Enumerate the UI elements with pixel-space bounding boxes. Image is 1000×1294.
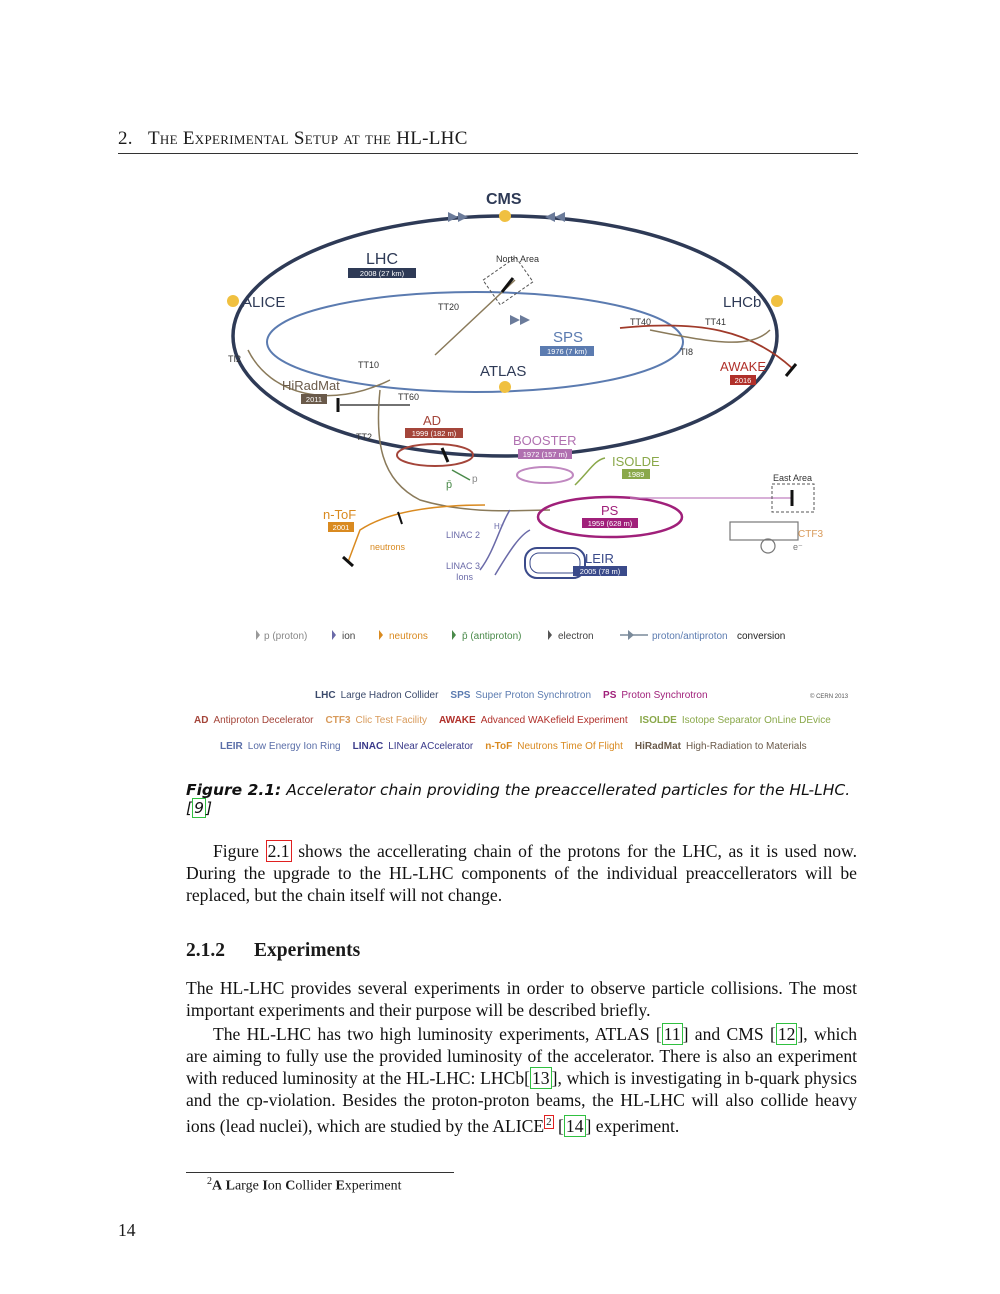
abbrev-full-0-0: Large Hadron Collider: [340, 690, 439, 701]
footnote-rule: [186, 1172, 454, 1173]
ntof-year: 2001: [332, 523, 350, 532]
particle-legend: [256, 630, 785, 642]
chapter-title: The Experimental Setup at the HL-LHC: [148, 128, 468, 149]
citation-atlas-link[interactable]: 11: [663, 1024, 681, 1044]
hiradmat-year: 2011: [305, 395, 323, 404]
para3-text-c: , which are aiming to fully use the provided luminosity of the accelerator. There is also an experiment with reduced luminosity at the HL-LHC: LHCb: [186, 1024, 857, 1088]
abbrev-full-2-1: LINear ACcelerator: [388, 741, 474, 752]
abbrev-full-0-1: Super Proton Synchrotron: [475, 690, 592, 701]
lhc-ring: [233, 216, 777, 456]
citation-lhcb-link[interactable]: 13: [532, 1068, 550, 1088]
awake-year: 2016: [734, 376, 752, 385]
chapter-number: 2.: [118, 128, 133, 149]
legend-antiproton-arrow: [452, 630, 456, 640]
abbrev-2-3: HiRadMat: [634, 741, 681, 752]
cms-arrow-1: [448, 212, 458, 222]
north-area-box: [483, 257, 533, 305]
leir-label: LEIR: [585, 551, 614, 566]
ntof-stop: [343, 557, 353, 566]
fn-a: A: [212, 1178, 223, 1194]
abbrev-2-0: LEIR: [220, 741, 243, 752]
figure-caption: Figure 2.1: Accelerator chain providing the preaccellerated particles for the HL-LHC. [ 9 ]: [186, 781, 851, 817]
legend-conversion-a: proton/antiproton: [652, 631, 728, 642]
legend-neutrons-arrow: [379, 630, 383, 640]
pbar-label: p̄: [446, 479, 453, 491]
para3-text-f: experiment.: [591, 1115, 680, 1136]
legend-conversion-b: conversion: [737, 631, 786, 642]
lhcb-point: [771, 295, 783, 307]
sps-year: 1976 (7 km): [546, 347, 588, 356]
page-number: 14: [118, 1220, 136, 1240]
atlas-point: [499, 381, 511, 393]
copyright: © CERN 2013: [810, 694, 849, 700]
running-header: [118, 128, 858, 150]
legend-antiproton: p̄ (antiproton): [462, 631, 522, 642]
booster-year: 1972 (157 m): [522, 450, 568, 459]
para3-text-a: The HL-LHC has two high luminosity experiments, ATLAS: [213, 1024, 656, 1044]
section-heading: [186, 940, 360, 962]
abbrev-full-1-0: Antiproton Decelerator: [213, 715, 314, 726]
leir-year: 2005 (78 m): [579, 567, 621, 576]
ad-year: 1999 (182 m): [411, 429, 457, 438]
linac2-label: LINAC 2: [446, 530, 481, 540]
isolde-line: [575, 458, 605, 485]
paragraph-figure-description: [186, 840, 857, 906]
section-number: 2.1.2: [186, 940, 225, 961]
ps-year: 1959 (628 m): [587, 519, 633, 528]
tt41-label: TT41: [705, 317, 727, 327]
cms-arrow-3: [555, 212, 565, 222]
footnote: [207, 1176, 402, 1195]
fn-arge: arge: [234, 1178, 263, 1194]
para1-text-b: shows the accellerating chain of the protons for the LHC, as it is used now. During the upgrade to the HL-LHC components of the individual preaccellerators will be replaced, but the chain itself will not change.: [186, 841, 857, 905]
ions-label: Ions: [456, 572, 474, 582]
caption-text: Accelerator chain providing the preaccellerated particles for the HL-LHC.: [286, 781, 851, 799]
fn-i: I: [262, 1178, 268, 1194]
ctf3-label: CTF3: [798, 529, 823, 540]
abbrev-full-2-0: Low Energy Ion Ring: [247, 741, 341, 752]
hminus-label: H⁻: [494, 522, 504, 531]
ti2-label: TI2: [228, 354, 242, 364]
legend-neutrons: neutrons: [389, 631, 428, 642]
abbrev-1-0: AD: [194, 715, 209, 726]
caption-citation-link[interactable]: 9: [194, 799, 204, 817]
citation-cms-link[interactable]: 12: [777, 1024, 796, 1044]
ps-label: PS: [601, 503, 619, 518]
para1-text-a: Figure: [213, 841, 266, 861]
tt10-label: TT10: [358, 360, 380, 370]
sps-label: SPS: [553, 329, 584, 346]
north-area-label: North Area: [496, 254, 540, 264]
para3-text-d: , which is investigating in b-quark physics and the cp-violation. Besides the proton-proton beams, the HL-LHC will also collide heavy ions (lead nuclei), which are studied by the ALICE: [186, 1068, 857, 1136]
abbreviation-legend: [194, 690, 831, 752]
section-title: Experiments: [254, 940, 361, 961]
cms-arrow-4: [545, 212, 555, 222]
para3-text-e: [554, 1116, 558, 1136]
ad-label: AD: [423, 413, 442, 428]
lhcb-label: LHCb: [723, 294, 762, 311]
linac3-label: LINAC 3: [446, 561, 481, 571]
booster-label: BOOSTER: [513, 433, 577, 448]
paragraph-experiments-intro: [186, 977, 857, 1021]
abbrev-1-3: ISOLDE: [639, 715, 677, 726]
alice-label: ALICE: [242, 294, 286, 311]
alice-point: [227, 295, 239, 307]
abbrev-0-0: LHC: [315, 690, 336, 701]
figure-ref-link[interactable]: 2.1: [267, 841, 290, 861]
footnote-ref-link[interactable]: 2: [546, 1116, 552, 1128]
header-rule: [118, 153, 858, 154]
east-area-label: East Area: [773, 473, 813, 483]
ntof-label: n-ToF: [323, 507, 357, 522]
abbrev-full-2-3: High-Radiation to Materials: [685, 741, 807, 752]
abbrev-full-1-3: Isotope Separator OnLine DEvice: [681, 715, 831, 726]
citation-alice-link[interactable]: 14: [565, 1115, 584, 1136]
tt60-label: TT60: [398, 392, 420, 402]
eminus-label: e⁻: [793, 542, 803, 552]
fn-xperiment: xperiment: [344, 1178, 402, 1194]
abbrev-full-0-2: Proton Synchrotron: [621, 690, 708, 701]
abbrev-2-2: n-ToF: [485, 741, 513, 752]
legend-conversion-arrow: [628, 630, 634, 640]
sps-ring: [267, 292, 683, 392]
ti8-label: TI8: [680, 347, 694, 357]
hiradmat-label: HiRadMat: [282, 378, 340, 393]
abbrev-full-2-2: Neutrons Time Of Flight: [517, 741, 623, 752]
legend-electron: electron: [558, 631, 594, 642]
atlas-label: ATLAS: [480, 363, 527, 380]
fn-ollider: ollider: [295, 1178, 336, 1194]
p-label: p: [472, 474, 478, 485]
cms-label: CMS: [486, 191, 522, 208]
ti8-line: [650, 330, 770, 342]
abbrev-full-1-1: Clic Test Facility: [355, 715, 428, 726]
booster-ring: [517, 467, 573, 483]
abbrev-0-2: PS: [603, 690, 617, 701]
tt20-label: TT20: [438, 302, 460, 312]
leir-ring-inner: [530, 553, 580, 573]
abbrev-0-1: SPS: [450, 690, 471, 701]
awake-stop: [786, 364, 796, 376]
tt40-label: TT40: [630, 317, 652, 327]
ctf3-circle: [761, 539, 775, 553]
abbrev-2-1: LINAC: [352, 741, 384, 752]
caption-label: Figure 2.1:: [186, 781, 282, 799]
cms-arrow-2: [458, 212, 468, 222]
abbrev-full-1-2: Advanced WAKefield Experiment: [480, 715, 628, 726]
fn-on: on: [267, 1178, 286, 1194]
legend-proton-arrow: [256, 630, 260, 640]
footnote-mark: 2: [207, 1176, 212, 1187]
abbrev-1-2: AWAKE: [439, 715, 476, 726]
north-area-stop: [502, 278, 513, 292]
abbrev-1-1: CTF3: [325, 715, 351, 726]
sps-arrow-2: [520, 315, 530, 325]
sps-arrow-1: [510, 315, 520, 325]
ctf3-box: [730, 522, 798, 540]
linac2-line: [480, 510, 510, 570]
lhc-year: 2008 (27 km): [359, 269, 405, 278]
isolde-year: 1989: [627, 470, 645, 479]
para3-text-b: and CMS: [688, 1024, 770, 1044]
paragraph-experiments-detail: The HL-LHC has two high luminosity experiments, ATLAS [ 11 ] and CMS [ 12 ], which are aiming to fully use the provided luminosity of the accelerator. There is also an experiment with reduced luminosity at the HL-LHC: LHCb[ 13 ], which is investigating in b-quark physics and the cp-violation. Besides the proton-proton beams, the HL-LHC will also collide heavy ions (lead nuclei), which are studied by the ALICE $^2$ [ 14 ] experiment.: [186, 1024, 857, 1136]
fn-c: C: [285, 1178, 296, 1194]
para2-text: The HL-LHC provides several experiments in order to observe particle collisions. The most important experiments and their purpose will be described briefly.: [186, 978, 857, 1020]
isolde-label: ISOLDE: [612, 454, 660, 469]
cms-point: [499, 210, 511, 222]
tt2-label: TT2: [356, 432, 373, 442]
legend-ion: ion: [342, 631, 356, 642]
neutrons-label: neutrons: [370, 542, 406, 552]
lhc-label: LHC: [366, 251, 399, 268]
legend-electron-arrow: [548, 630, 552, 640]
legend-ion-arrow: [332, 630, 336, 640]
fn-l: L: [225, 1178, 235, 1194]
pbar-line: [452, 470, 470, 480]
accelerator-diagram: [180, 180, 860, 770]
awake-label: AWAKE: [720, 359, 766, 374]
fn-e: E: [335, 1178, 345, 1194]
legend-proton: p (proton): [264, 631, 308, 642]
tt40-line: [620, 325, 792, 368]
